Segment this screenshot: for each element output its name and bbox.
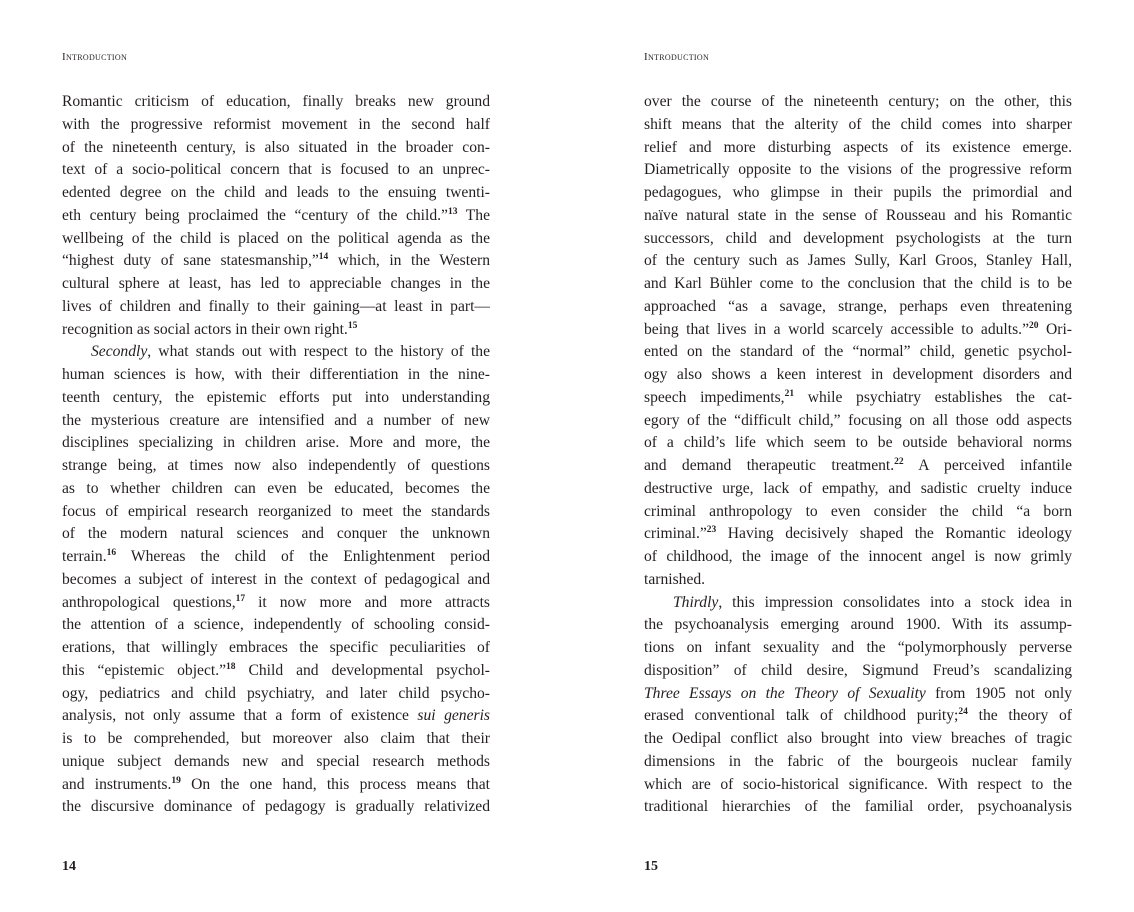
body-text <box>644 91 1072 819</box>
text-line: destructive urge, lack of empathy, and sadistic cruelty induce <box>644 479 1072 497</box>
text-line: tarnished. <box>644 570 706 588</box>
text-line: wellbeing of the child is placed on the political agenda as the <box>62 229 490 247</box>
text-line: is to be comprehended, but moreover also claim that their <box>62 730 490 747</box>
footnote-ref: 19 <box>171 775 181 786</box>
text-line: the attention of a science, independently of schooling consid- <box>62 616 490 634</box>
footnote-ref: 15 <box>347 320 358 331</box>
text-line: and Karl Bühler come to the conclusion that the child is to be <box>644 275 1072 292</box>
text-line: lives of children and finally to their gaining—at least in part— <box>62 297 490 315</box>
left-page <box>62 0 492 912</box>
text-line: naïve natural state in the sense of Rousseau and his Romantic <box>644 206 1072 224</box>
text-line: ented on the standard of the “normal” child, genetic psychol- <box>644 343 1072 361</box>
text-line: ogy also shows a keen interest in development disorders and <box>644 366 1072 383</box>
text-line: this “epistemic object.”$^{18}$ Child and developmental psychol- <box>62 661 490 679</box>
text-line: disposition” of child desire, Sigmund Freud’s scandalizing <box>644 661 1072 679</box>
text-line: relief and more disturbing aspects of its existence emerge. <box>644 138 1072 156</box>
text-line: and instruments.$^{19}$ On the one hand, this process means that <box>62 775 490 793</box>
text-line: tions on infant sexuality and the “polymorphously perverse <box>644 639 1072 656</box>
text-line: unique subject demands new and special research methods <box>62 752 490 770</box>
text-line: of a child’s life which seem to be outside behavioral norms <box>644 434 1072 452</box>
text-line: shift means that the alterity of the child comes into sharper <box>644 115 1072 133</box>
text-line: ogy, pediatrics and child psychiatry, and later child psycho- <box>62 684 490 702</box>
text-line: over the course of the nineteenth century; on the other, this <box>644 93 1072 110</box>
text-line: Three Essays on the Theory of Sexuality from 1905 not only <box>644 684 1072 702</box>
text-line: criminal.”$^{23}$ Having decisively shaped the Romantic ideology <box>644 525 1072 543</box>
text-line: human sciences is how, with their differentiation in the nine- <box>62 366 490 383</box>
text-line: erations, that willingly embraces the specific peculiarities of <box>62 639 490 656</box>
text-line: the mysterious creature are intensified and a number of new <box>62 411 490 429</box>
footnote-ref: 20 <box>1029 320 1039 331</box>
text-line: egory of the “difficult child,” focusing on all those odd aspects <box>644 411 1072 429</box>
page-number: 15 <box>644 859 658 874</box>
text-line: Romantic criticism of education, finally breaks new ground <box>62 93 490 110</box>
text-line: focus of empirical research reorganized to meet the standards <box>62 502 490 520</box>
text-line: as to whether children can even be educated, becomes the <box>62 479 490 497</box>
text-line: of the nineteenth century, is also situated in the broader con- <box>62 138 490 156</box>
text-line: disciplines specializing in children arise. More and more, the <box>62 434 490 452</box>
text-line: which are of socio-historical significance. With respect to the <box>644 775 1072 793</box>
right-page <box>644 0 1074 912</box>
text-line: speech impediments,$^{21}$ while psychiatry establishes the cat- <box>644 388 1072 406</box>
body-text <box>62 91 490 819</box>
footnote-ref: 21 <box>784 388 795 399</box>
footnote-ref: 22 <box>894 457 904 467</box>
text-line: Secondly, what stands out with respect to the history of the <box>91 343 490 361</box>
text-line: text of a socio-political concern that is focused to an unprec- <box>62 161 490 179</box>
text-line: “highest duty of sane statesmanship,”$^{14}$ which, in the Western <box>62 252 490 270</box>
text-line: teenth century, the epistemic efforts put into understanding <box>62 388 490 406</box>
footnote-ref: 24 <box>958 707 968 718</box>
text-line: Diametrically opposite to the visions of the progressive reform <box>644 161 1072 179</box>
text-line: edented degree on the child and leads to the ensuing twenti- <box>62 184 490 201</box>
text-line: the Oedipal conflict also brought into view breaches of tragic <box>644 730 1072 747</box>
text-line: the psychoanalysis emerging around 1900. With its assump- <box>644 616 1072 634</box>
text-line: erased conventional talk of childhood purity;$^{24}$ the theory of <box>644 707 1072 725</box>
footnote-ref: 17 <box>235 593 246 604</box>
text-line: of childhood, the image of the innocent angel is now grimly <box>644 548 1072 565</box>
footnote-ref: 18 <box>226 661 236 672</box>
text-line: dimensions in the fabric of the bourgeois nuclear family <box>644 752 1072 770</box>
page-number: 14 <box>62 859 76 874</box>
footnote-ref: 23 <box>706 525 717 536</box>
text-line: recognition as social actors in their own right.$^{15}$ <box>62 320 358 338</box>
text-line: approached “as a savage, strange, perhaps even threatening <box>644 297 1072 315</box>
text-line: pedagogues, who glimpse in their pupils the primordial and <box>644 184 1072 201</box>
text-line: the discursive dominance of pedagogy is gradually relativized <box>62 798 490 816</box>
text-line: strange being, at times now also independently of questions <box>62 457 490 474</box>
text-line: and demand therapeutic treatment.$^{22}$ A perceived infantile <box>644 457 1072 474</box>
text-line: anthropological questions,$^{17}$ it now more and more attracts <box>62 593 490 611</box>
text-line: criminal anthropology to even consider the child “a born <box>644 502 1072 520</box>
text-line: being that lives in a world scarcely accessible to adults.”$^{20}$ Ori- <box>644 320 1072 338</box>
text-line: Thirdly, this impression consolidates into a stock idea in <box>673 593 1072 611</box>
text-line: becomes a subject of interest in the context of pedagogical and <box>62 570 490 588</box>
text-line: of the century such as James Sully, Karl Groos, Stanley Hall, <box>644 252 1072 270</box>
text-line: analysis, not only assume that a form of existence sui generis <box>62 707 490 725</box>
footnote-ref: 16 <box>106 548 117 558</box>
text-line: with the progressive reformist movement in the second half <box>62 115 490 133</box>
running-head: Introduction <box>644 51 710 63</box>
running-head: Introduction <box>62 51 128 63</box>
text-line: cultural sphere at least, has led to appreciable changes in the <box>62 275 490 292</box>
text-line: eth century being proclaimed the “century of the child.”$^{13}$ The <box>62 206 490 224</box>
text-line: traditional hierarchies of the familial order, psychoanalysis <box>644 798 1072 816</box>
text-line: terrain.$^{16}$ Whereas the child of the Enlightenment period <box>62 548 490 565</box>
footnote-ref: 14 <box>318 252 329 263</box>
text-line: of the modern natural sciences and conquer the unknown <box>62 525 490 543</box>
footnote-ref: 13 <box>447 206 458 217</box>
text-line: successors, child and development psychologists at the turn <box>644 229 1072 247</box>
